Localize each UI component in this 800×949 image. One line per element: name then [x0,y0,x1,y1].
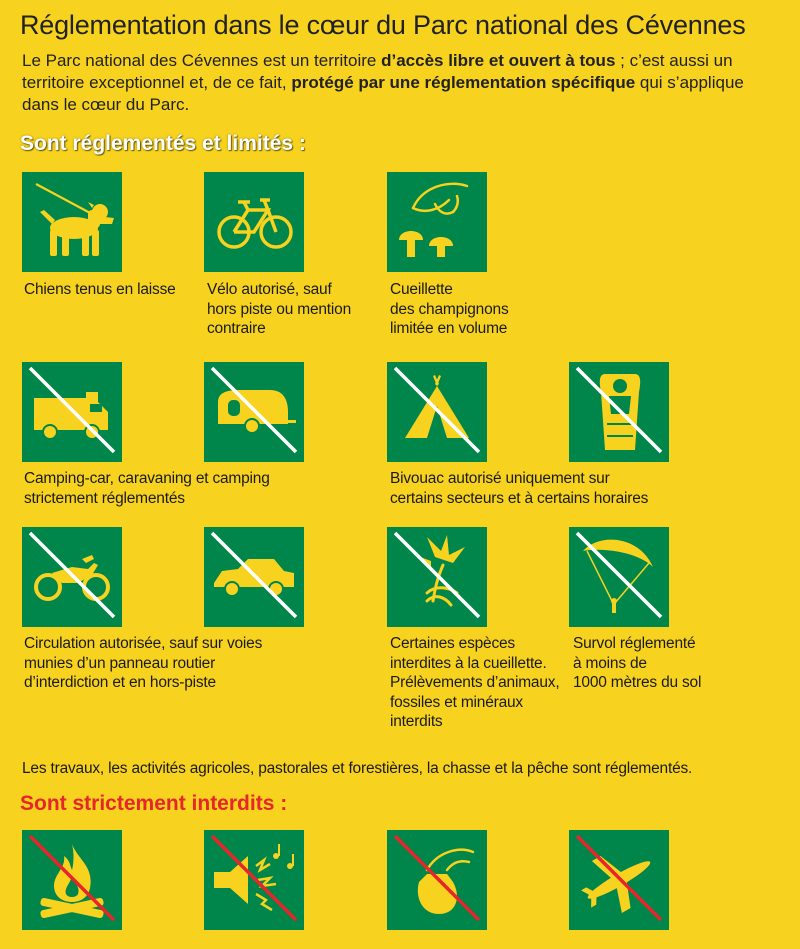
forbidden-heading: Sont strictement interdits : [20,792,288,815]
litter-bag-icon [387,830,487,930]
intro-text-1: Le Parc national des Cévennes est un territoire [22,51,382,70]
caption-overflight: Survol réglementé à moins de 1000 mètres du sol [573,635,702,691]
bicycle-icon [204,172,304,272]
loudspeaker-noise-icon [204,830,304,930]
regulated-heading: Sont réglementés et limités : [20,132,306,155]
airplane-icon [569,830,669,930]
page-title: Réglementation dans le cœur du Parc national des Cévennes [20,10,746,40]
intro-bold-1: d’accès libre et ouvert à tous [381,51,616,70]
camper-van-icon [22,362,122,462]
mushroom-picking-icon [387,172,487,272]
intro-bold-2: protégé par une réglementation spécifique [291,73,636,92]
car-icon [204,527,304,627]
caption-traffic: Circulation autorisée, sauf sur voies munies d’un panneau routier d’interdiction et en hors-piste [24,635,263,691]
caption-species: Certaines espèces interdites à la cueillette. Prélèvements d’animaux, fossiles et minéraux interdits [390,635,560,730]
intro-paragraph [22,50,762,116]
paraglider-icon [569,527,669,627]
caption-camping: Camping-car, caravaning et camping strictement réglementés [24,470,270,507]
intro-text-2: ; c’est aussi un territoire exceptionnel et, de ce fait, [22,51,733,92]
campfire-icon [22,830,122,930]
works-note: Les travaux, les activités agricoles, pastorales et forestières, la chasse et la pêche sont réglementés. [22,760,693,777]
caption-dogs: Chiens tenus en laisse [24,281,176,298]
caravan-icon [204,362,304,462]
flower-picking-icon [387,527,487,627]
sleeping-bag-icon [569,362,669,462]
dog-on-leash-icon [22,172,122,272]
caption-bivouac: Bivouac autorisé uniquement sur certains secteurs et à certains horaires [390,470,649,507]
tent-icon [387,362,487,462]
intro-text-3: qui s’applique dans le cœur du Parc. [22,73,744,114]
motorbike-icon [22,527,122,627]
caption-bike: Vélo autorisé, sauf hors piste ou mention contraire [207,281,351,337]
caption-mushrooms: Cueillette des champignons limitée en volume [390,281,509,337]
